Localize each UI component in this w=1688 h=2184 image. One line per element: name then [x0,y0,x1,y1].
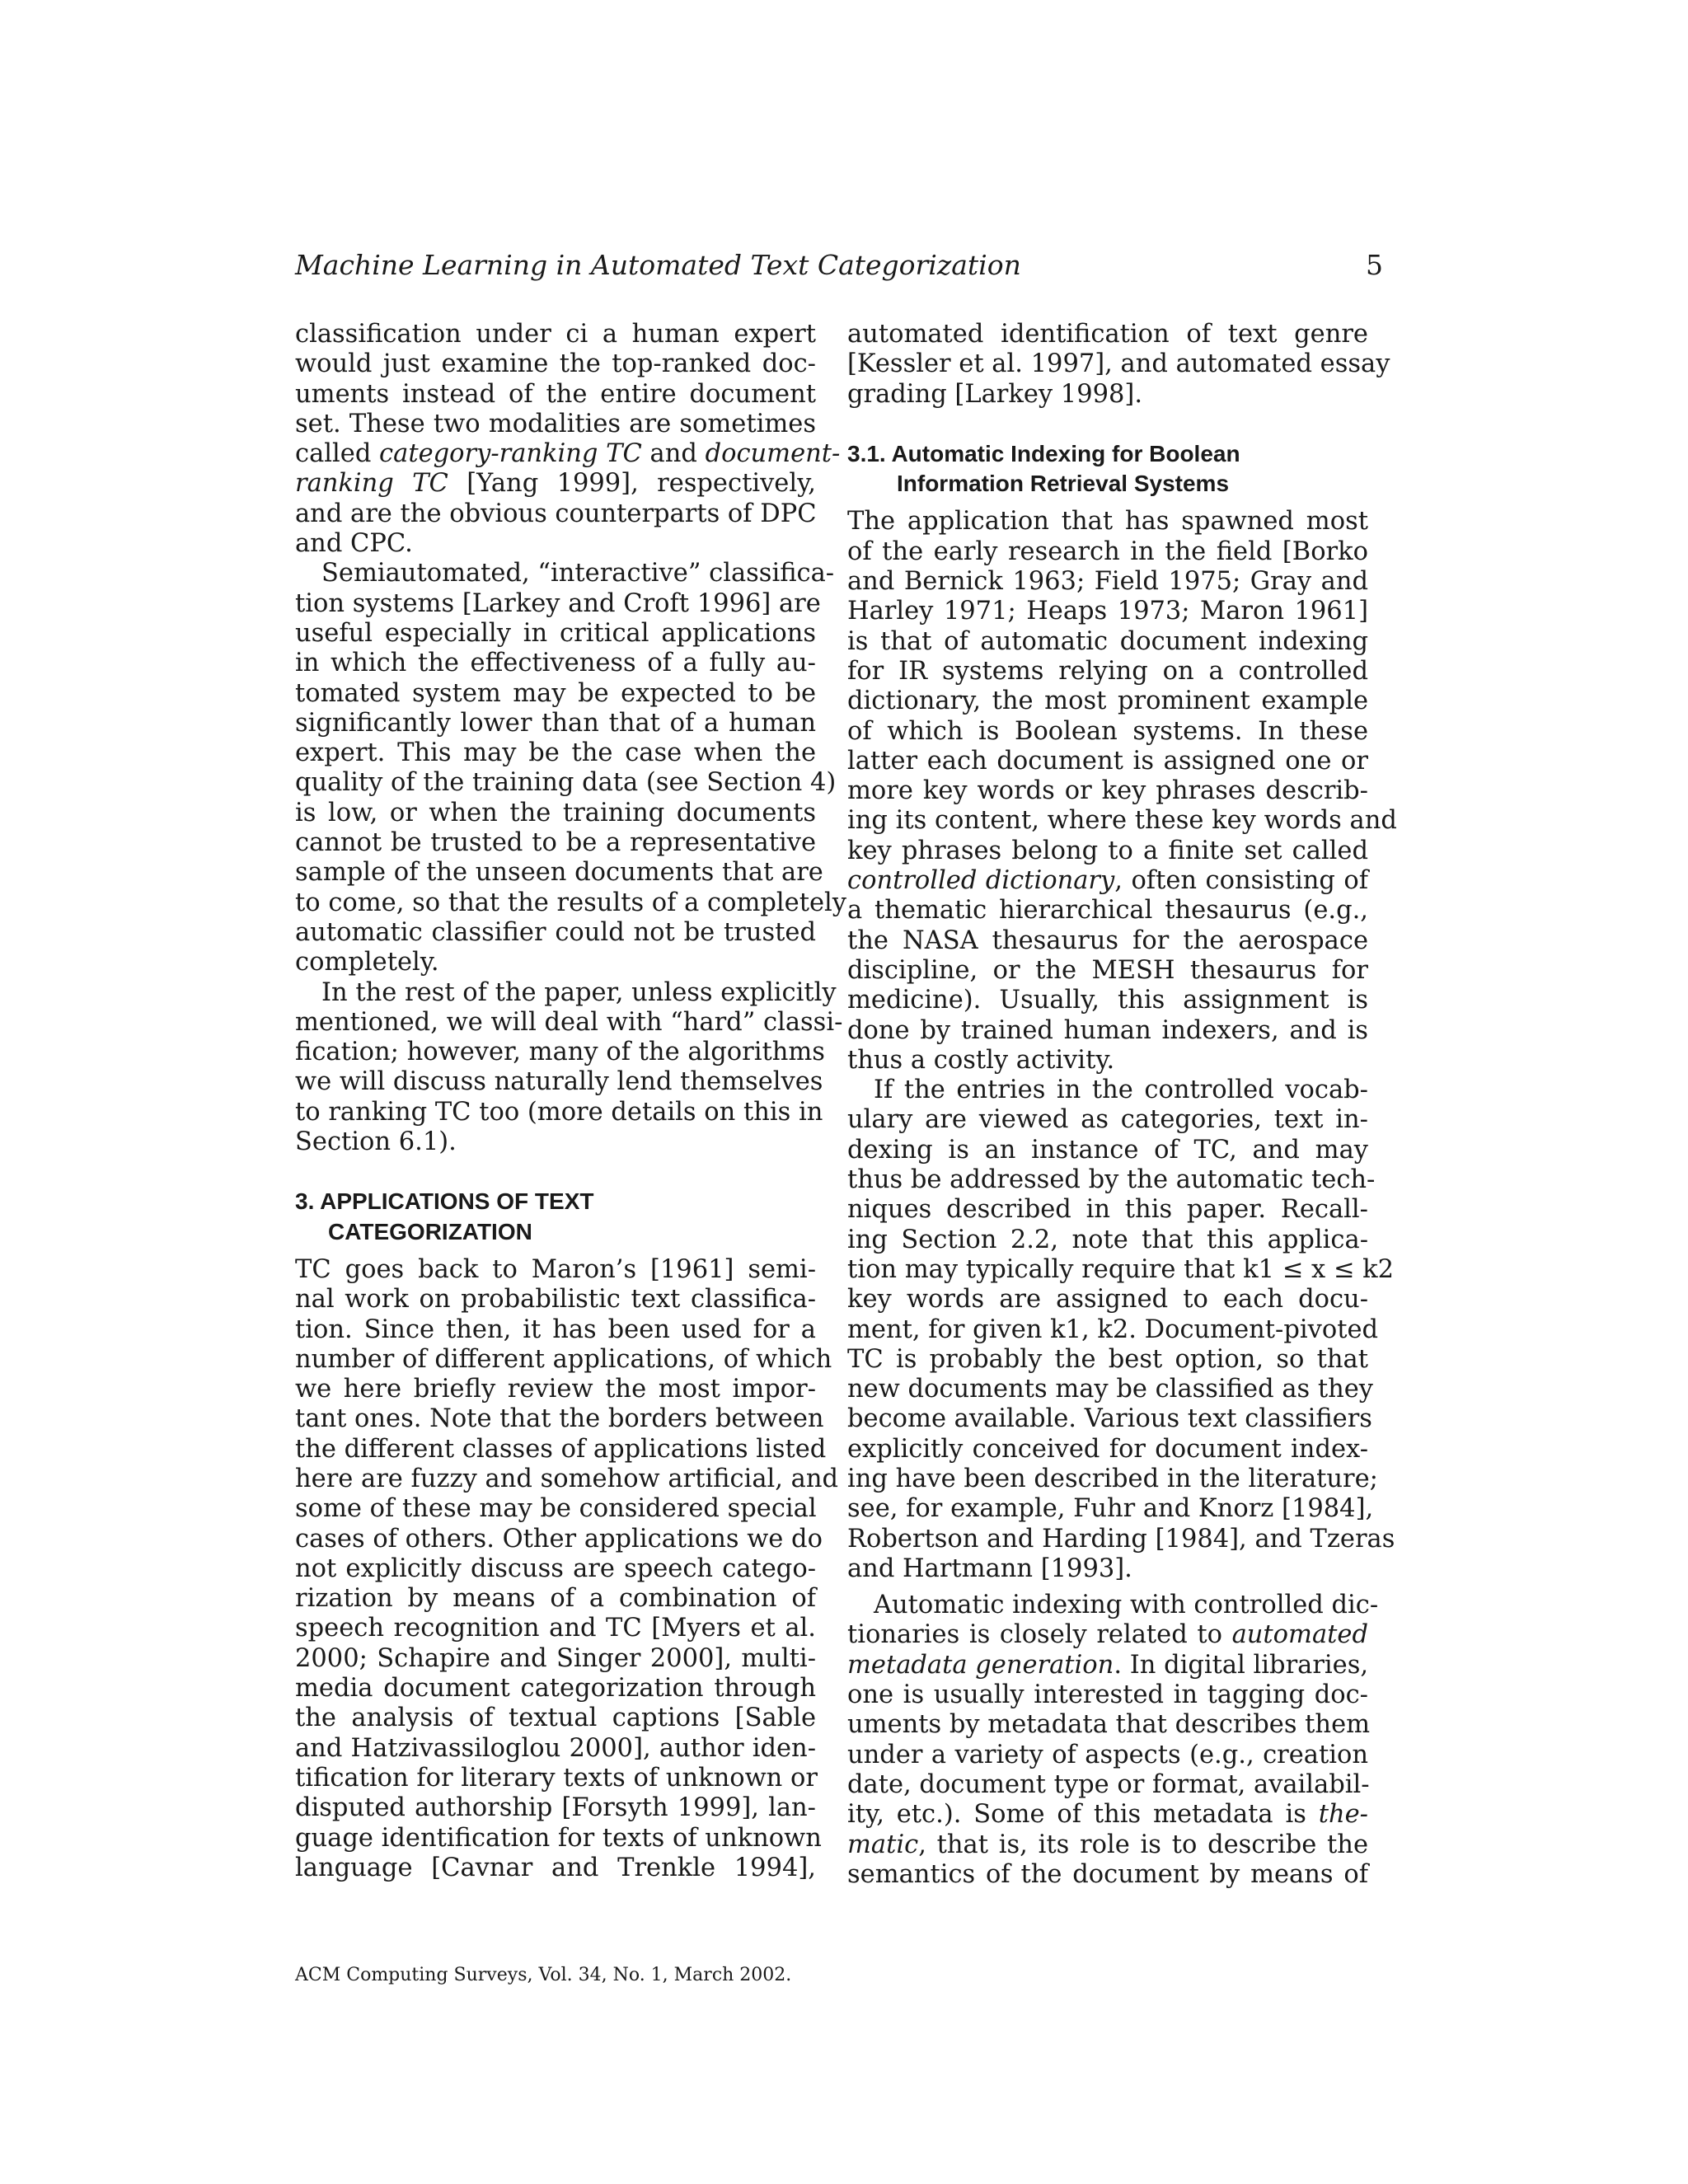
text-line: for IR systems relying on a controlled [847,656,1368,686]
text-line: TC is probably the best option, so that [847,1344,1368,1374]
text-line: new documents may be classified as they [847,1375,1374,1404]
text-line: uments instead of the entire document [295,379,816,409]
text-line: completely. [295,948,439,977]
text-line: to ranking TC too (more details on this in [295,1097,823,1127]
text-line: and CPC. [295,529,413,559]
text-line: cases of others. Other applications we do [295,1524,823,1554]
text-line: expert. This may be the case when the [295,738,816,768]
text-line: ing have been described in the literature; [847,1464,1378,1493]
text-line: ment, for given k1, k2. Document-pivoted [847,1315,1379,1344]
text-line: under a variety of aspects (e.g., creation [847,1740,1368,1769]
text-line: is low, or when the training documents [295,798,816,827]
text-line: tion. Since then, it has been used for a [295,1315,816,1344]
text-line: rization by means of a combination of [295,1584,816,1614]
section-heading: 3. APPLICATIONS OF TEXT [295,1188,594,1215]
text-line: and Bernick 1963; Field 1975; Gray and [847,567,1368,597]
text-line: discipline, or the MESH thesaurus for [847,955,1368,985]
text-line: key phrases belong to a finite set called [847,836,1368,865]
text-line: called category-ranking TC and document- [295,439,841,469]
text-line: dexing is an instance of TC, and may [847,1135,1368,1165]
text-line: automatic classifier could not be trusted [295,917,816,947]
text-line: metadata generation. In digital libraries, [847,1650,1369,1680]
text-line: latter each document is assigned one or [847,746,1368,776]
text-line: Semiautomated, “interactive” classifica- [321,559,835,588]
text-line: thus a costly activity. [847,1045,1115,1075]
text-line: key words are assigned to each docu- [847,1285,1368,1315]
text-line: ranking TC [Yang 1999], respectively, [295,469,816,499]
text-line: If the entries in the controlled vocab- [874,1076,1368,1105]
text-line: 2000; Schapire and Singer 2000], multi- [295,1643,816,1673]
text-line: and Hartmann [1993]. [847,1554,1132,1583]
text-line: of which is Boolean systems. In these [847,716,1368,746]
text-line: a thematic hierarchical thesaurus (e.g., [847,896,1368,926]
text-line: language [Cavnar and Trenkle 1994], [295,1853,816,1882]
text-line: in which the effectiveness of a fully au- [295,649,816,678]
right-column [847,320,1397,1890]
text-line: dictionary, the most prominent example [847,687,1368,716]
text-line: thus be addressed by the automatic tech- [847,1165,1376,1195]
text-line: In the rest of the paper, unless explicitly [321,977,837,1007]
text-line: become available. Various text classifiers [847,1404,1372,1434]
text-line: to come, so that the results of a completely [295,888,847,917]
text-line: one is usually interested in tagging doc- [847,1680,1368,1710]
text-line: and are the obvious counterparts of DPC [295,499,817,528]
text-line: automated identification of text genre [847,320,1368,349]
text-line: grading [Larkey 1998]. [847,379,1143,409]
text-line: we here briefly review the most impor- [295,1375,816,1404]
left-column [295,320,847,1883]
text-line: done by trained human indexers, and is [847,1015,1368,1045]
text-line: [Kessler et al. 1997], and automated essay [847,349,1390,379]
text-line: not explicitly discuss are speech catego- [295,1554,816,1583]
text-line: semantics of the document by means of [847,1859,1368,1889]
text-line: fication; however, many of the algorithms [295,1038,825,1067]
text-line: mentioned, we will deal with “hard” classi- [295,1007,843,1037]
text-line: some of these may be considered special [295,1494,817,1524]
text-line: the analysis of textual captions [Sable [295,1704,816,1733]
text-line: Robertson and Harding [1984], and Tzeras [847,1524,1395,1554]
text-line: nal work on probabilistic text classifica- [295,1285,816,1315]
text-line: explicitly conceived for document index- [847,1434,1368,1464]
subsection-heading: 3.1. Automatic Indexing for Boolean [847,440,1240,466]
text-line: of the early research in the field [Borko [847,537,1368,566]
text-line: and Hatzivassiloglou 2000], author iden- [295,1733,816,1763]
text-line: niques described in this paper. Recall- [847,1195,1368,1225]
text-line: matic, that is, its role is to describe the [847,1830,1368,1859]
text-line: set. These two modalities are sometimes [295,409,816,438]
running-header [295,247,1383,284]
page-number: 5 [1366,249,1383,281]
page-footer: ACM Computing Surveys, Vol. 34, No. 1, March 2002. [295,1965,792,1985]
text-line: more key words or key phrases describ- [847,776,1368,806]
text-line: number of different applications, of which [295,1344,832,1374]
text-line: tion may typically require that k1 ≤ x ≤ k2 [847,1254,1394,1284]
text-line: the different classes of applications listed [295,1434,827,1464]
text-line: useful especially in critical applications [295,618,816,648]
text-line: would just examine the top-ranked doc- [295,349,816,379]
text-line: ing its content, where these key words and [847,806,1397,836]
text-line: media document categorization through [295,1674,816,1704]
text-line: significantly lower than that of a human [295,708,816,738]
text-line: uments by metadata that describes them [847,1710,1371,1740]
text-line: the NASA thesaurus for the aerospace [847,926,1368,955]
section-heading: CATEGORIZATION [328,1218,532,1244]
text-line: see, for example, Fuhr and Knorz [1984], [847,1494,1374,1524]
text-line: medicine). Usually, this assignment is [847,986,1368,1015]
text-line: The application that has spawned most [847,507,1368,537]
subsection-heading: Information Retrieval Systems [897,471,1230,497]
text-line: tionaries is closely related to automated [847,1620,1368,1650]
running-title: Machine Learning in Automated Text Categorization [295,249,1021,281]
text-line: quality of the training data (see Section 4) [295,768,837,798]
text-line: disputed authorship [Forsyth 1999], lan- [295,1793,816,1823]
text-line: cannot be trusted to be a representative [295,828,816,858]
text-line: date, document type or format, availabil- [847,1769,1370,1799]
text-line: tion systems [Larkey and Croft 1996] are [295,588,821,618]
text-line: TC goes back to Maron’s [1961] semi- [295,1254,816,1284]
text-line: Automatic indexing with controlled dic- [874,1591,1379,1620]
text-line: ing Section 2.2, note that this applica- [847,1225,1368,1254]
text-line: Section 6.1). [295,1127,457,1157]
text-line: tification for literary texts of unknown or [295,1763,818,1793]
text-line: is that of automatic document indexing [847,626,1368,656]
text-line: tant ones. Note that the borders between [295,1404,824,1434]
text-line: controlled dictionary, often consisting of [847,866,1369,896]
text-line: classification under ci a human expert [295,320,816,349]
text-line: we will discuss naturally lend themselves [295,1067,823,1097]
text-line: here are fuzzy and somehow artificial, and [295,1464,838,1493]
text-line: tomated system may be expected to be [295,678,816,708]
text-line: Harley 1971; Heaps 1973; Maron 1961] [847,597,1368,626]
text-line: speech recognition and TC [Myers et al. [295,1614,816,1643]
text-line: ity, etc.). Some of this metadata is the- [847,1800,1368,1830]
text-line: guage identification for texts of unknown [295,1823,822,1853]
text-line: ulary are viewed as categories, text in- [847,1105,1368,1135]
text-line: sample of the unseen documents that are [295,858,823,888]
